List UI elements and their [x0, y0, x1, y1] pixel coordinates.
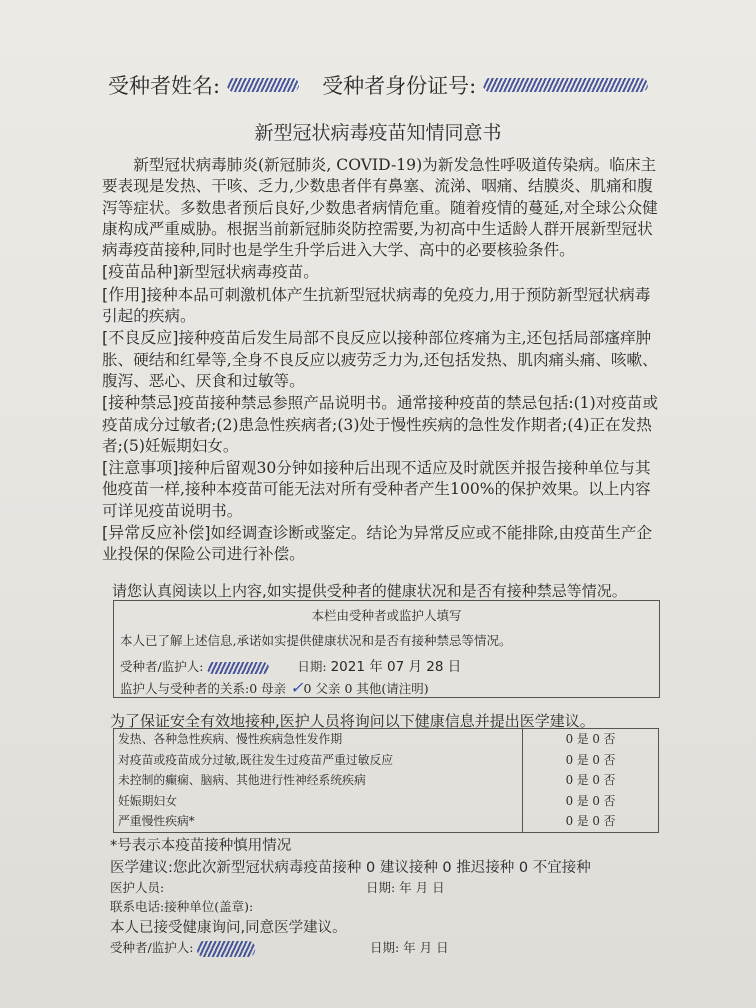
document-title: 新型冠状病毒疫苗知情同意书: [254, 122, 502, 144]
answer-options[interactable]: 0 是 0 否: [565, 773, 616, 787]
answer-options[interactable]: 0 是 0 否: [565, 814, 616, 828]
final-signer-row: [110, 938, 255, 957]
accept-statement: 本人已接受健康询问,同意医学建议。: [110, 920, 347, 936]
health-section-title: 为了保证安全有效地接种,医护人员将询问以下健康信息并提出医学建议。: [110, 712, 595, 730]
section-tag: [注意事项]: [102, 458, 179, 478]
section-vaccine-type: [102, 261, 662, 283]
relation-option-other[interactable]: 0 其他(请注明): [344, 681, 429, 696]
answer-options[interactable]: 0 是 0 否: [565, 732, 616, 746]
question-item: 未控制的癫痫、脑病、其他进行性神经系统疾病: [118, 773, 366, 787]
section-tag: [异常反应补偿]: [102, 523, 211, 543]
section-tag: [不良反应]: [102, 328, 179, 348]
answer-options[interactable]: 0 是 0 否: [565, 793, 616, 808]
name-label: 受种者姓名:: [108, 74, 221, 98]
final-signature-scribble: [197, 941, 255, 957]
answer-options[interactable]: 0 是 0 否: [565, 752, 616, 767]
medical-advice: 医学建议:您此次新型冠状病毒疫苗接种 0 建议接种 0 推迟接种 0 不宜接种: [110, 860, 591, 876]
answer-column: [523, 729, 659, 833]
final-date: 日期: 年 月 日: [370, 940, 449, 955]
section-effect: [102, 284, 662, 328]
section-contraindications: [102, 392, 662, 457]
question-column: [114, 729, 523, 833]
consent-statement: 本人已了解上述信息,承诺如实提供健康状况和是否有接种禁忌等情况。: [120, 633, 512, 648]
section-text: 新型冠状病毒疫苗。: [178, 263, 319, 282]
section-text: 接种疫苗后发生局部不良反应以接种部位疼痛为主,还包括局部瘙痒肿胀、硬结和红晕等,全身不良反应以疲劳乏力为,还包括发热、肌肉痛头痛、咳嗽、腹泻、恶心、厌食和过敏等。: [102, 329, 658, 390]
date-value: 2021 年 07 月 28 日: [330, 659, 462, 675]
id-label: 受种者身份证号:: [322, 74, 477, 98]
section-text: 如经调查诊断或鉴定。结论为异常反应或不能排除,由疫苗生产企业投保的保险公司进行补偿。: [102, 524, 653, 564]
section-tag: [接种禁忌]: [102, 393, 179, 413]
section-text: 接种本品可刺激机体产生抗新型冠状病毒的免疫力,用于预防新型冠状病毒引起的疾病。: [102, 285, 651, 326]
question-item: 发热、各种急性疾病、慢性疾病急性发作期: [118, 732, 343, 746]
section-tag: [疫苗品种]: [102, 262, 179, 282]
question-item: 对疫苗或疫苗成分过敏,既往发生过疫苗严重过敏反应: [118, 752, 394, 767]
relation-row: [120, 678, 429, 697]
health-question-table: [113, 728, 659, 833]
date-label: 日期:: [297, 659, 327, 674]
final-signer-label: 受种者/监护人:: [110, 940, 194, 955]
intro-paragraph: 新型冠状病毒肺炎(新冠肺炎, COVID-19)为新发急性呼吸道传染病。临床主要表现是发热、干咳、乏力,少数患者伴有鼻塞、流涕、咽痛、结膜炎、肌痛和腹泻等症状。多数患者预后良好,少数患者病情危重。随着疫情的蔓延,对全球公众健康构成严重威胁。根据当前新冠肺炎防控需要,为初高中生适龄人群开展新型冠状病毒疫苗接种,同时也是学生升学后进入大学、高中的必要核验条件。: [102, 156, 658, 260]
footnote: *号表示本疫苗接种慎用情况: [110, 838, 292, 854]
redacted-name-scribble: [227, 78, 299, 92]
section-adverse-reactions: [102, 327, 662, 392]
signer-signature-scribble: [207, 662, 269, 674]
contact-label: 联系电话:接种单位(盖章):: [110, 899, 254, 914]
section-compensation: [102, 522, 662, 566]
section-text: 接种后留观30分钟如接种后出现不适应及时就医并报告接种单位与其他疫苗一样,接种本疫苗可能无法对所有受种者产生100%的保护效果。以上内容可详见疫苗说明书。: [102, 459, 651, 520]
redacted-id-scribble: [483, 78, 648, 92]
signer-label: 受种者/监护人:: [120, 659, 204, 674]
section-text: 疫苗接种禁忌参照产品说明书。通常接种疫苗的禁忌包括:(1)对疫苗或疫苗成分过敏者;(2)患急性疾病者;(3)处于慢性疾病的急性发作期者;(4)正在发热者;(5)妊娠期妇女。: [102, 394, 659, 455]
relation-option-father[interactable]: 0 父亲: [303, 681, 341, 696]
relation-option-mother[interactable]: 0 母亲: [249, 681, 287, 696]
relation-label: 监护人与受种者的关系:: [120, 681, 250, 696]
header-line: [108, 70, 748, 100]
consent-box: [113, 600, 660, 698]
question-item: 妊娠期妇女: [118, 793, 177, 808]
signer-row: [120, 655, 461, 675]
check-mark-icon: ✓: [290, 678, 304, 697]
consent-box-heading: 本栏由受种者或监护人填写: [311, 608, 462, 623]
section-tag: [作用]: [102, 284, 147, 304]
document-body: [102, 155, 662, 566]
question-item: 严重慢性疾病*: [118, 814, 195, 828]
reading-notice: 请您认真阅读以上内容,如实提供受种者的健康状况和是否有接种禁忌等情况。: [112, 582, 627, 600]
medic-date: 日期: 年 月 日: [366, 880, 445, 895]
section-precautions: [102, 457, 662, 522]
medic-label: 医护人员:: [110, 880, 165, 895]
